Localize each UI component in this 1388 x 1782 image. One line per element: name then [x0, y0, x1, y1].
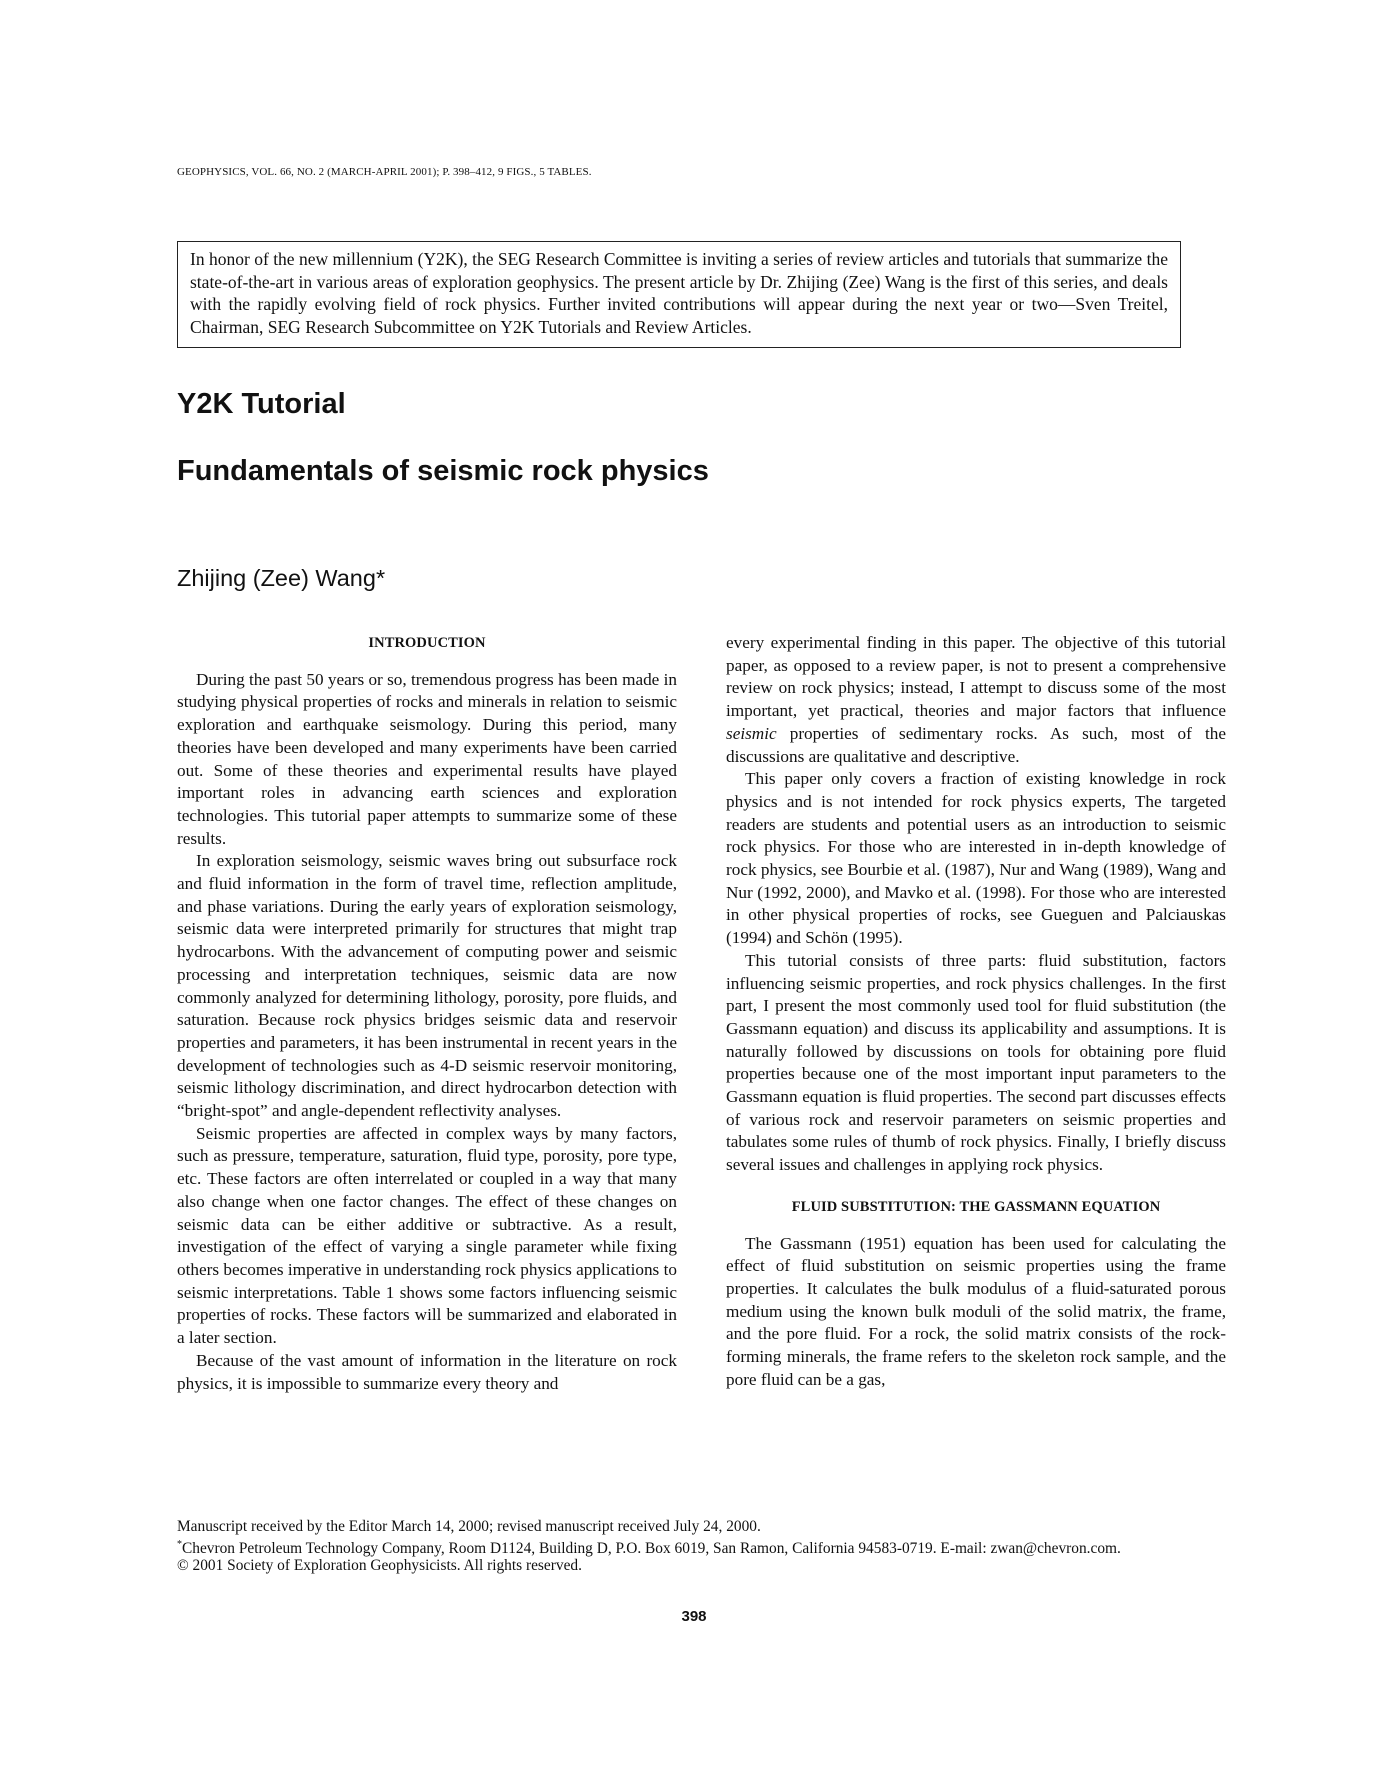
section-heading-introduction: INTRODUCTION	[368, 635, 486, 651]
affiliation-text: Chevron Petroleum Technology Company, Room D1124, Building D, P.O. Box 6019, San Ramon, California 94583-0719. E-mail: zwan@chevron.com.	[182, 1539, 1121, 1557]
intro-paragraph: In exploration seismology, seismic waves bring out subsurface rock and fluid information in the form of travel time, reflection amplitude, and phase variations. During the early years of exploration seismology, seismic data were interpreted primarily for structures that might trap hydrocarbons. With the advancement of computing power and seismic processing and interpretation techniques, seismic data are now commonly analyzed for determining lithology, porosity, pore fluids, and saturation. Because rock physics bridges seismic data and reservoir properties and parameters, it has been instrumental in recent years in the development of technologies such as 4-D seismic reservoir monitoring, seismic lithology discrimination, and direct hydrocarbon detection with “bright-spot” and angle-dependent reflectivity analyses.	[177, 851, 677, 1121]
intro-paragraph: This paper only covers a fraction of existing knowledge in rock physics and is not intended for rock physics experts, The targeted readers are students and potential users as an introduction to seismic rock physics. For those who are interested in in-depth knowledge of rock physics, see Bourbie et al. (1987), Nur and Wang (1989), Wang and Nur (1992, 2000), and Mavko et al. (1998). For those who are interested in other physical properties of rocks, see Gueguen and Palciauskas (1994) and Schön (1995).	[726, 769, 1226, 948]
intro-paragraph-continued	[726, 632, 1226, 768]
intro-paragraph: During the past 50 years or so, tremendous progress has been made in studying physical properties of rocks and minerals in relation to seismic exploration and earthquake seismology. During this period, many theories have been developed and many experiments have been carried out. Some of these theories and experimental results have played important roles in advancing earth sciences and exploration technologies. This tutorial paper attempts to summarize some of these results.	[177, 669, 677, 848]
series-title: Y2K Tutorial	[177, 388, 346, 420]
left-column	[177, 632, 677, 1395]
footnote-received: Manuscript received by the Editor March 14, 2000; revised manuscript received July 24, 2000.	[177, 1518, 761, 1535]
honor-box: In honor of the new millennium (Y2K), the SEG Research Committee is inviting a series of review articles and tutorials that summarize the state-of-the-art in various areas of exploration geophysics. The present article by Dr. Zhijing (Zee) Wang is the first of this series, and deals with the rapidly evolving field of rock physics. Further invited contributions will appear during the next year or two—Sven Treitel, Chairman, SEG Research Subcommittee on Y2K Tutorials and Review Articles.	[177, 241, 1181, 348]
intro-paragraph: This tutorial consists of three parts: fluid substitution, factors influencing seismic properties, and rock physics challenges. In the first part, I present the most commonly used tool for fluid substitution (the Gassmann equation) and discuss its applicability and assumptions. It is naturally followed by discussions on tools for obtaining pore fluid properties because one of the most important input parameters to the Gassmann equation is fluid properties. The second part discusses effects of various rock and reservoir parameters on seismic properties and tabulates some rules of thumb of rock physics. Finally, I briefly discuss several issues and challenges in applying rock physics.	[726, 950, 1226, 1175]
running-head: GEOPHYSICS, VOL. 66, NO. 2 (MARCH-APRIL 2001); P. 398–412, 9 FIGS., 5 TABLES.	[177, 166, 592, 178]
author-name: Zhijing (Zee) Wang*	[177, 565, 386, 591]
paper-title: Fundamentals of seismic rock physics	[177, 455, 709, 487]
footnote-affiliation	[177, 1536, 1181, 1558]
emphasis-seismic: seismic	[726, 723, 777, 743]
right-column	[726, 632, 1226, 1392]
footnote-marker: *	[177, 1538, 182, 1550]
gassmann-paragraph: The Gassmann (1951) equation has been used for calculating the effect of fluid substitution on seismic properties using the frame properties. It calculates the bulk modulus of a fluid-saturated porous medium using the known bulk moduli of the solid matrix, the frame, and the pore fluid. For a rock, the solid matrix consists of the rock-forming minerals, the frame refers to the skeleton rock sample, and the pore fluid can be a gas,	[726, 1233, 1226, 1389]
intro-paragraph: Because of the vast amount of information in the literature on rock physics, it is impossible to summarize every theory and	[177, 1350, 677, 1393]
footnote-copyright: © 2001 Society of Exploration Geophysicists. All rights reserved.	[177, 1557, 582, 1575]
text-run: every experimental finding in this paper. The objective of this tutorial paper, as opposed to a review paper, is not to present a comprehensive review on rock physics; instead, I attempt to discuss some of the most important, yet practical, theories and major factors that influence	[726, 633, 1226, 721]
text-run: properties of sedimentary rocks. As such, most of the discussions are qualitative and descriptive.	[726, 723, 1226, 766]
intro-paragraph: Seismic properties are affected in complex ways by many factors, such as pressure, temperature, saturation, fluid type, porosity, pore type, etc. These factors are often interrelated or coupled in a way that many also change when one factor changes. The effect of these changes on seismic data can be either additive or subtractive. As a result, investigation of the effect of varying a single parameter while fixing others becomes imperative in understanding rock physics applications to seismic interpretations. Table 1 shows some factors influencing seismic properties of rocks. These factors will be summarized and elaborated in a later section.	[177, 1123, 677, 1348]
footnotes	[177, 1518, 1181, 1575]
section-heading-gassmann: FLUID SUBSTITUTION: THE GASSMANN EQUATION	[791, 1198, 1161, 1215]
page-number: 398	[681, 1608, 707, 1625]
